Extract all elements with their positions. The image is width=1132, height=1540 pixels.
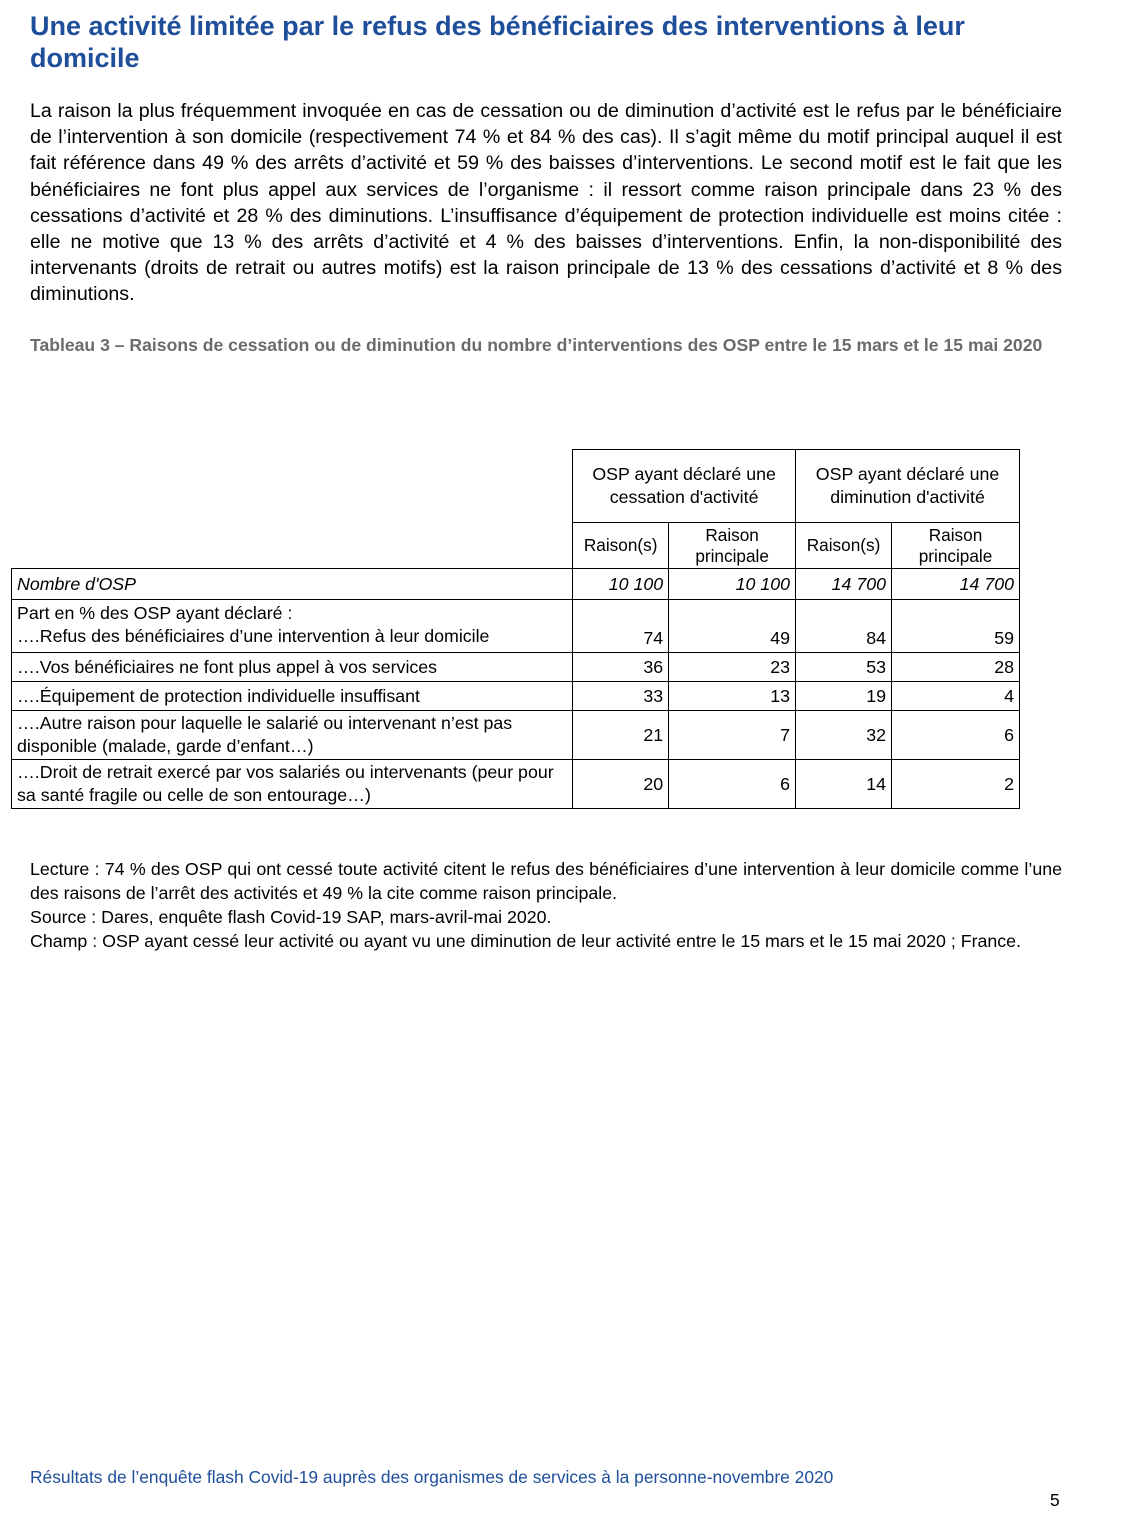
- group-header-diminution: OSP ayant déclaré une diminution d'activité: [796, 450, 1020, 523]
- count-row-label: Nombre d'OSP: [12, 569, 573, 600]
- table-group-header-row: [12, 450, 1020, 523]
- page-content: [30, 10, 1062, 357]
- sub-header: Raison principale: [892, 523, 1020, 569]
- table-row: [12, 711, 1020, 760]
- table-notes: [30, 857, 1062, 953]
- sub-header: Raison(s): [573, 523, 669, 569]
- count-cell: 14 700: [796, 569, 892, 600]
- value-cell: 28: [892, 653, 1020, 682]
- page-footer: Résultats de l’enquête flash Covid-19 auprès des organismes de services à la personne-novembre 2020: [30, 1467, 834, 1487]
- reason-label: ….Droit de retrait exercé par vos salariés ou intervenants (peur pour sa santé fragile ou celle de son entourage…): [12, 760, 573, 809]
- reason-label: ….Équipement de protection individuelle insuffisant: [12, 682, 573, 711]
- table-row: [12, 760, 1020, 809]
- value-cell: 20: [573, 760, 669, 809]
- value-cell: 49: [669, 600, 796, 653]
- value-cell: 7: [669, 711, 796, 760]
- reasons-table: [11, 449, 1020, 809]
- value-cell: 13: [669, 682, 796, 711]
- value-cell: 36: [573, 653, 669, 682]
- sub-header: Raison(s): [796, 523, 892, 569]
- sub-header: Raison principale: [669, 523, 796, 569]
- group-header-cessation: OSP ayant déclaré une cessation d'activité: [573, 450, 796, 523]
- value-cell: 53: [796, 653, 892, 682]
- count-cell: 10 100: [573, 569, 669, 600]
- table-row: [12, 653, 1020, 682]
- value-cell: 33: [573, 682, 669, 711]
- reason-label: ….Autre raison pour laquelle le salarié ou intervenant n’est pas disponible (malade, garde d’enfant…): [12, 711, 573, 760]
- reason-label: ….Vos bénéficiaires ne font plus appel à vos services: [12, 653, 573, 682]
- value-cell: 14: [796, 760, 892, 809]
- table-row: [12, 600, 1020, 653]
- count-cell: 14 700: [892, 569, 1020, 600]
- value-cell: 23: [669, 653, 796, 682]
- page-number: 5: [1050, 1490, 1060, 1510]
- value-cell: 2: [892, 760, 1020, 809]
- lecture-note: Lecture : 74 % des OSP qui ont cessé toute activité citent le refus des bénéficiaires d’une intervention à leur domicile comme l’une des raisons de l’arrêt des activités et 49 % la cite comme raison principale.: [30, 859, 1062, 903]
- value-cell: 6: [669, 760, 796, 809]
- source-note: Source : Dares, enquête flash Covid-19 SAP, mars-avril-mai 2020.: [30, 907, 552, 927]
- table-caption: Tableau 3 – Raisons de cessation ou de diminution du nombre d’interventions des OSP entre le 15 mars et le 15 mai 2020: [30, 334, 1043, 355]
- champ-note: Champ : OSP ayant cessé leur activité ou ayant vu une diminution de leur activité entre le 15 mars et le 15 mai 2020 ; France.: [30, 931, 1022, 951]
- value-cell: 21: [573, 711, 669, 760]
- value-cell: 6: [892, 711, 1020, 760]
- reason-label: ….Refus des bénéficiaires d’une intervention à leur domicile: [17, 626, 490, 646]
- value-cell: 32: [796, 711, 892, 760]
- body-paragraph: La raison la plus fréquemment invoquée en cas de cessation ou de diminution d’activité est le refus par le bénéficiaire de l’intervention à son domicile (respectivement 74 % et 84 % des cas). Il s’agit même du motif principal auquel il est fait référence dans 49 % des arrêts d’activité et 59 % des baisses d’interventions. Le second motif est le fait que les bénéficiaires ne font plus appel aux services de l’organisme : il ressort comme raison principale dans 23 % des cessations d’activité et 28 % des diminutions. L’insuffisance d’équipement de protection individuelle est moins citée : elle ne motive que 13 % des arrêts d’activité et 4 % des baisses d’interventions. Enfin, la non-disponibilité des intervenants (droits de retrait ou autres motifs) est la raison principale de 13 % des cessations d’activité et 8 % des diminutions.: [30, 100, 1062, 306]
- count-cell: 10 100: [669, 569, 796, 600]
- value-cell: 4: [892, 682, 1020, 711]
- value-cell: 59: [892, 600, 1020, 653]
- value-cell: 74: [573, 600, 669, 653]
- row-label: [12, 600, 573, 653]
- section-heading: Une activité limitée par le refus des bénéficiaires des interventions à leur domicile: [30, 11, 965, 73]
- count-row: [12, 569, 1020, 600]
- table-row: [12, 682, 1020, 711]
- section-label: Part en % des OSP ayant déclaré :: [17, 603, 293, 623]
- value-cell: 19: [796, 682, 892, 711]
- value-cell: 84: [796, 600, 892, 653]
- table-sub-header-row: [12, 523, 1020, 569]
